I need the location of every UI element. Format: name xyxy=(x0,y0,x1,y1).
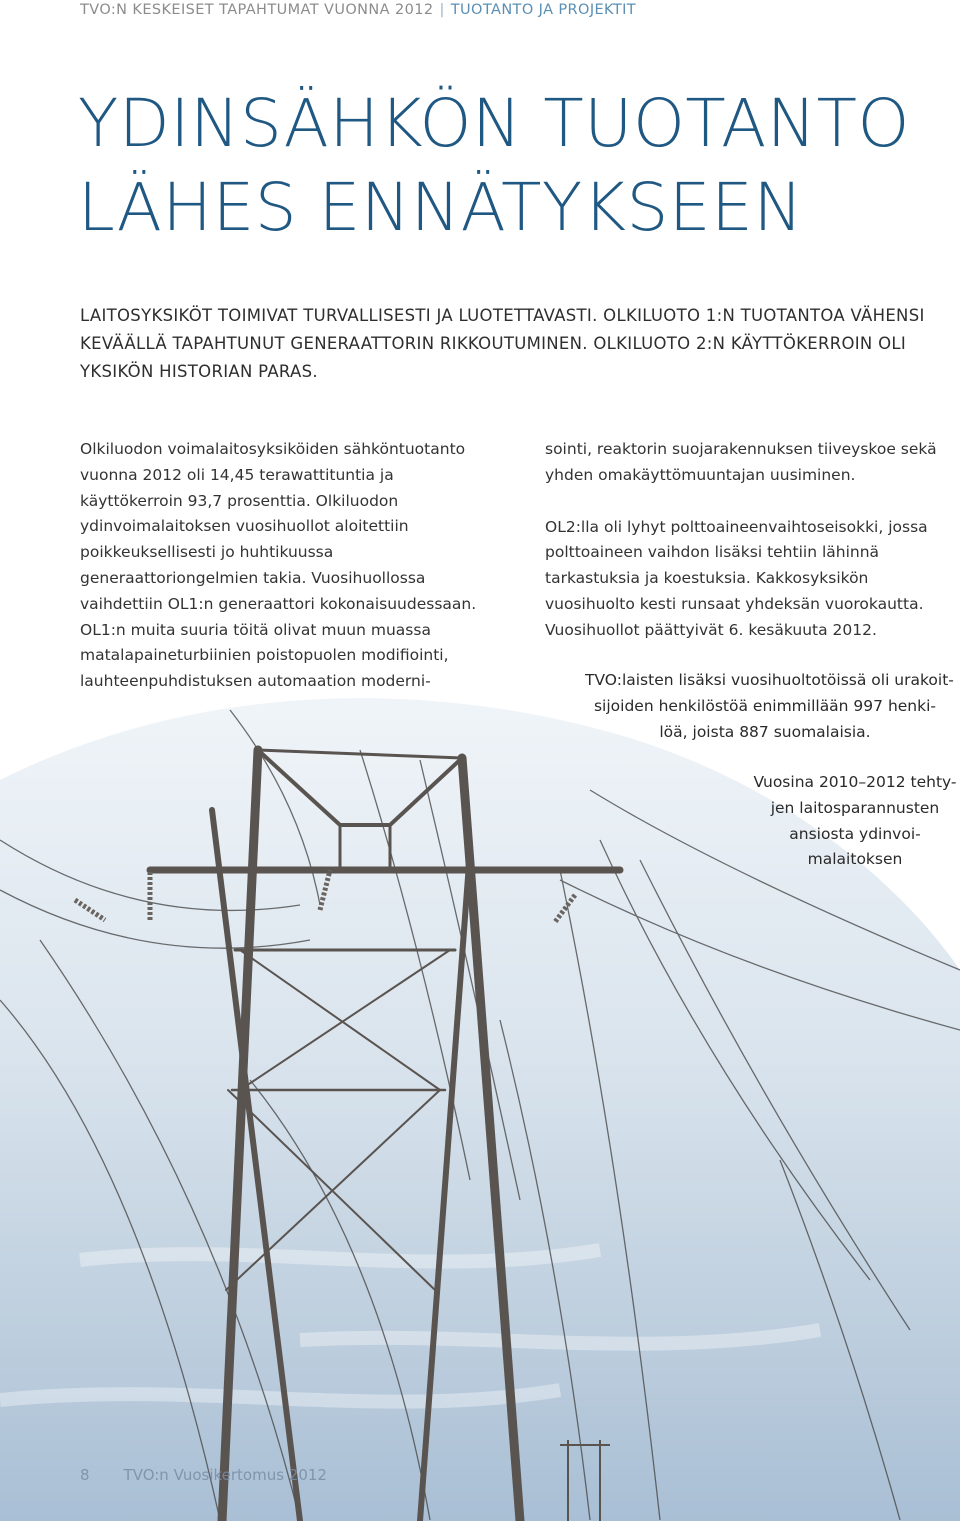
pull-quote-line: TVO:laisten lisäksi vuosihuoltotöissä oli urakoit- xyxy=(585,671,954,689)
lead-paragraph xyxy=(80,302,930,386)
page-title xyxy=(78,82,910,250)
page-number: 8 xyxy=(80,1466,90,1484)
lead-line-3: YKSIKÖN HISTORIAN PARAS. xyxy=(80,362,318,381)
header-separator: | xyxy=(439,2,445,18)
body-column-2 xyxy=(545,437,960,644)
pull-quote-line: Vuosina 2010–2012 tehty- xyxy=(753,773,957,791)
footer-publication: TVO:n Vuosikertomus 2012 xyxy=(123,1466,327,1484)
title-line-1: YDINSÄHKÖN TUOTANTO xyxy=(78,85,910,162)
lead-line-1: LAITOSYKSIKÖT TOIMIVAT TURVALLISESTI JA LUOTETTAVASTI. OLKILUOTO 1:N TUOTANTOA VÄHENSI xyxy=(80,306,925,325)
pull-quote-line: löä, joista 887 suomalaisia. xyxy=(659,722,871,741)
page-header xyxy=(80,2,636,18)
header-publication: TVO:N KESKEISET TAPAHTUMAT VUONNA 2012 xyxy=(80,2,434,18)
pull-quote-line: jen laitosparannusten xyxy=(770,798,940,817)
pull-quote-secondary xyxy=(745,770,960,873)
body-paragraph: sointi, reaktorin suojarakennuksen tiiveyskoe sekä yhden omakäyttömuuntajan uusiminen. xyxy=(545,440,937,484)
pull-quote-line: ansiosta ydinvoi- xyxy=(789,824,921,843)
pull-quote-line: malaitoksen xyxy=(807,850,903,869)
header-section: TUOTANTO JA PROJEKTIT xyxy=(450,2,637,18)
pull-quote-line: sijoiden henkilöstöä enimmillään 997 henki- xyxy=(593,696,937,715)
page-footer xyxy=(80,1466,327,1484)
body-paragraph: Olkiluodon voimalaitosyksiköiden sähköntuotanto vuonna 2012 oli 14,45 terawattituntia ja käyttökerroin 93,7 prosenttia. Olkiluodon ydinvoimalaitoksen vuosihuollot aloitettiin poikkeuksellisesti jo huhtikuussa generaattoriongelmien takia. Vuosihuollossa vaihdettiin OL1:n generaattori kokonaisuudessaan. OL1:n muita suuria töitä olivat muun muassa matalapaineturbiinien poistopuolen modifiointi, lauhteenpuhdistuksen automaation moderni- xyxy=(80,440,477,691)
pull-quote xyxy=(585,668,954,745)
body-paragraph: OL2:lla oli lyhyt polttoaineenvaihtoseisokki, jossa polttoaineen vaihdon lisäksi tehtiin lähinnä tarkastuksia ja koestuksia. Kakkosyksikön vuosihuolto kesti runsaat yhdeksän vuorokautta. Vuosihuollot päättyivät 6. kesäkuuta 2012. xyxy=(545,517,928,639)
lead-line-2: KEVÄÄLLÄ TAPAHTUNUT GENERAATTORIN RIKKOUTUMINEN. OLKILUOTO 2:N KÄYTTÖKERROIN OLI xyxy=(80,334,907,353)
title-line-2: LÄHES ENNÄTYKSEEN xyxy=(78,169,804,246)
